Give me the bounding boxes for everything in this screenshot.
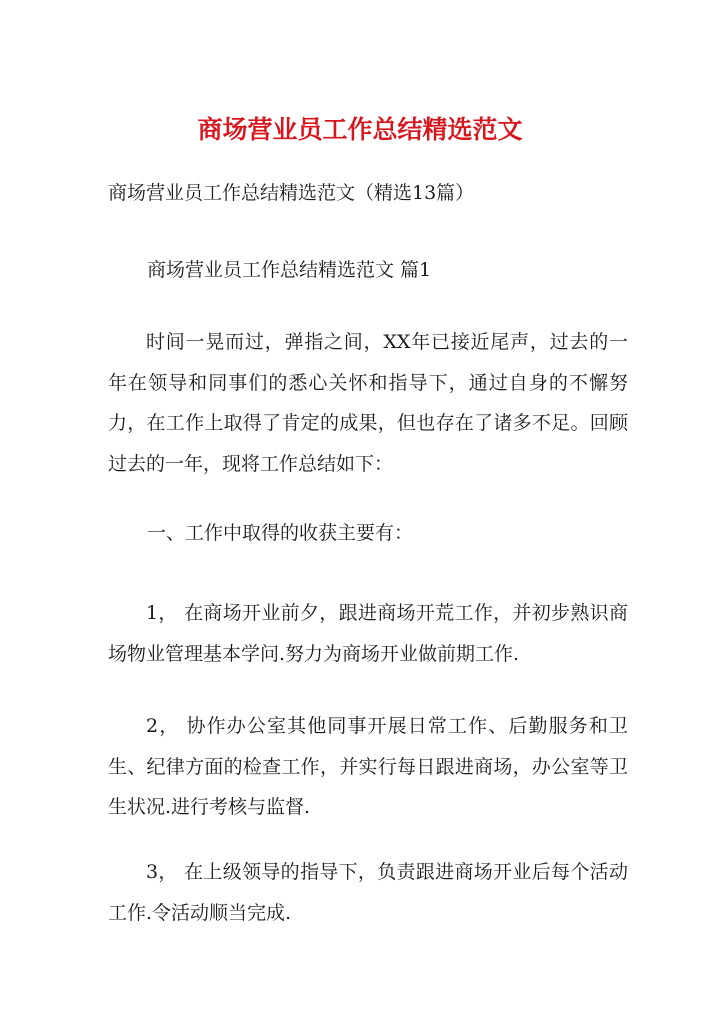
list-item-3: 3， 在上级领导的指导下，负责跟进商场开业后每个活动工作.令活动顺当完成. — [108, 861, 628, 924]
document-title: 商场营业员工作总结精选范文 — [197, 115, 523, 144]
intro-paragraph: 时间一晃而过，弹指之间，XX年已接近尾声，过去的一年在领导和同事们的悉心关怀和指导下，通过自身的不懈努力，在工作上取得了肯定的成果，但也存在了诸多不足。回顾过去的一年，现将工作总结如下： — [108, 331, 628, 475]
part-heading: 一、工作中取得的收获主要有： — [147, 522, 414, 544]
list-item-2: 2， 协作办公室其他同事开展日常工作、后勤服务和卫生、纪律方面的检查工作，并实行每日跟进商场，办公室等卫生状况.进行考核与监督. — [108, 715, 628, 818]
list-item-1: 1， 在商场开业前夕，跟进商场开荒工作，并初步熟识商场物业管理基本学问.努力为商场开业做前期工作. — [108, 602, 628, 665]
document-subtitle: 商场营业员工作总结精选范文（精选13篇） — [108, 182, 475, 204]
section-heading: 商场营业员工作总结精选范文 篇1 — [147, 259, 432, 281]
